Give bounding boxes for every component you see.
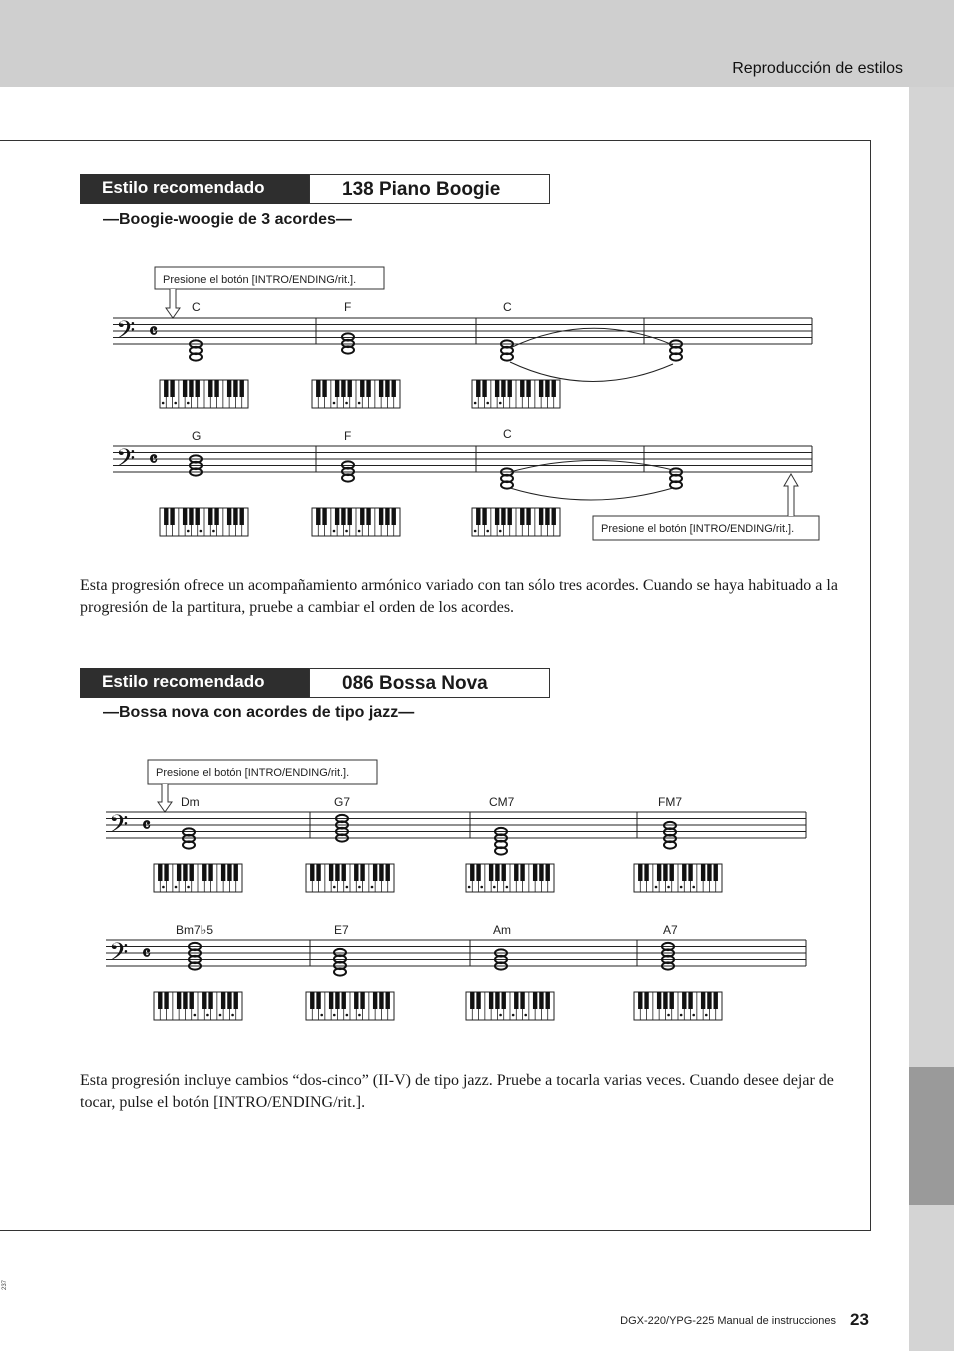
chord-notes: [342, 333, 354, 353]
chord-label: G: [192, 429, 202, 443]
tie-arc: [510, 362, 673, 382]
black-key: [552, 508, 556, 525]
black-key: [360, 864, 364, 881]
black-key: [240, 380, 244, 397]
section-subtitle: —Boogie-woogie de 3 acordes—: [103, 211, 352, 228]
black-key: [240, 508, 244, 525]
style-value: 086 Bossa Nova: [309, 668, 550, 698]
key-dot: [486, 402, 489, 405]
chord-notes: [190, 340, 202, 360]
chord-label: Am: [493, 923, 511, 937]
key-dot: [206, 1014, 209, 1017]
black-key: [688, 864, 692, 881]
staff: [106, 810, 806, 845]
black-key: [545, 380, 549, 397]
up-arrow-icon: [784, 474, 798, 516]
black-key: [189, 508, 193, 525]
key-dot: [212, 530, 215, 533]
black-key: [644, 992, 648, 1009]
black-key: [322, 380, 326, 397]
key-dot: [219, 1014, 222, 1017]
black-key: [707, 992, 711, 1009]
chord-label: C: [503, 300, 512, 314]
common-time-icon: 𝄴: [149, 447, 158, 471]
key-dot: [667, 1014, 670, 1017]
black-key: [316, 864, 320, 881]
chord-label: CM7: [489, 795, 515, 809]
black-key: [316, 992, 320, 1009]
black-key: [707, 864, 711, 881]
key-dot: [358, 886, 361, 889]
black-key: [701, 864, 705, 881]
black-key: [539, 992, 543, 1009]
black-key: [354, 864, 358, 881]
common-time-icon: 𝄴: [142, 813, 151, 837]
black-key: [196, 508, 200, 525]
tie-arc: [510, 460, 673, 472]
key-dot: [174, 402, 177, 405]
key-dot: [333, 530, 336, 533]
black-key: [379, 992, 383, 1009]
key-dot: [493, 886, 496, 889]
key-dot: [474, 402, 477, 405]
black-key: [234, 864, 238, 881]
black-key: [177, 992, 181, 1009]
black-key: [202, 992, 206, 1009]
chord-label: C: [192, 300, 201, 314]
black-key: [552, 380, 556, 397]
black-key: [335, 380, 339, 397]
black-key: [348, 380, 352, 397]
black-key: [208, 864, 212, 881]
black-key: [526, 380, 530, 397]
black-key: [638, 864, 642, 881]
black-key: [342, 864, 346, 881]
black-key: [657, 864, 661, 881]
black-key: [214, 380, 218, 397]
key-dot: [680, 886, 683, 889]
black-key: [348, 508, 352, 525]
black-key: [495, 992, 499, 1009]
black-key: [520, 992, 524, 1009]
mini-keyboard: [634, 864, 722, 892]
black-key: [682, 992, 686, 1009]
key-dot: [512, 1014, 515, 1017]
black-key: [714, 992, 718, 1009]
chord-label: Dm: [181, 795, 200, 809]
key-dot: [499, 530, 502, 533]
key-dot: [680, 1014, 683, 1017]
black-key: [208, 508, 212, 525]
black-key: [227, 380, 231, 397]
black-key: [177, 864, 181, 881]
page-number: 23: [850, 1310, 869, 1329]
black-key: [489, 992, 493, 1009]
callout-text: Presione el botón [INTRO/ENDING/rit.].: [156, 767, 350, 779]
black-key: [682, 864, 686, 881]
black-key: [520, 380, 524, 397]
black-key: [476, 864, 480, 881]
black-key: [670, 864, 674, 881]
black-key: [164, 380, 168, 397]
black-key: [533, 992, 537, 1009]
key-dot: [486, 530, 489, 533]
black-key: [164, 508, 168, 525]
mini-keyboard: [154, 992, 242, 1020]
black-key: [170, 508, 174, 525]
black-key: [663, 992, 667, 1009]
black-key: [688, 992, 692, 1009]
black-key: [164, 992, 168, 1009]
key-dot: [320, 1014, 323, 1017]
bass-clef-icon: 𝄢: [116, 444, 136, 479]
black-key: [470, 992, 474, 1009]
down-arrow-icon: [158, 784, 172, 812]
black-key: [183, 508, 187, 525]
black-key: [714, 864, 718, 881]
black-key: [476, 992, 480, 1009]
black-key: [386, 992, 390, 1009]
black-key: [539, 508, 543, 525]
key-dot: [499, 402, 502, 405]
black-key: [316, 380, 320, 397]
mini-keyboard: [312, 380, 400, 408]
key-dot: [345, 402, 348, 405]
black-key: [335, 992, 339, 1009]
paragraph-1: Esta progresión ofrece un acompañamiento armónico variado con tan sólo tres acordes. Cuando se haya habituado a la progresión de la partitura, pruebe a cambiar el orden de los acordes.: [80, 577, 838, 616]
chord-label: C: [503, 427, 512, 441]
black-key: [164, 864, 168, 881]
black-key: [342, 992, 346, 1009]
down-arrow-icon: [166, 289, 180, 318]
mini-keyboard: [472, 508, 560, 536]
black-key: [158, 992, 162, 1009]
mini-keyboard: [160, 508, 248, 536]
black-key: [354, 992, 358, 1009]
key-dot: [524, 1014, 527, 1017]
key-dot: [346, 1014, 349, 1017]
black-key: [638, 992, 642, 1009]
black-key: [373, 864, 377, 881]
black-key: [502, 992, 506, 1009]
key-dot: [187, 402, 190, 405]
black-key: [495, 864, 499, 881]
black-key: [476, 380, 480, 397]
black-key: [183, 380, 187, 397]
black-key: [335, 864, 339, 881]
black-key: [341, 380, 345, 397]
key-dot: [346, 886, 349, 889]
black-key: [360, 992, 364, 1009]
black-key: [310, 992, 314, 1009]
mini-keyboard: [472, 380, 560, 408]
key-dot: [162, 886, 165, 889]
chord-notes: [342, 461, 354, 481]
key-dot: [358, 402, 361, 405]
black-key: [539, 864, 543, 881]
black-key: [329, 864, 333, 881]
black-key: [183, 864, 187, 881]
black-key: [508, 380, 512, 397]
black-key: [526, 508, 530, 525]
tie-arc: [510, 488, 673, 500]
chord-label: E7: [334, 923, 349, 937]
black-key: [546, 864, 550, 881]
style-label: Estilo recomendado: [80, 174, 309, 204]
black-key: [379, 380, 383, 397]
black-key: [322, 508, 326, 525]
common-time-icon: 𝄴: [149, 319, 158, 343]
chord-label: A7: [663, 923, 678, 937]
key-dot: [468, 886, 471, 889]
chord-label: Bm7♭5: [176, 923, 214, 937]
black-key: [208, 380, 212, 397]
black-key: [546, 992, 550, 1009]
black-key: [221, 864, 225, 881]
chord-label: F: [344, 429, 352, 443]
black-key: [508, 508, 512, 525]
mini-keyboard: [466, 992, 554, 1020]
key-dot: [499, 1014, 502, 1017]
black-key: [335, 508, 339, 525]
black-key: [392, 380, 396, 397]
black-key: [644, 864, 648, 881]
key-dot: [194, 1014, 197, 1017]
mini-keyboard: [312, 508, 400, 536]
black-key: [663, 864, 667, 881]
key-dot: [187, 886, 190, 889]
black-key: [501, 508, 505, 525]
black-key: [227, 508, 231, 525]
key-dot: [655, 886, 658, 889]
key-dot: [345, 530, 348, 533]
black-key: [533, 864, 537, 881]
black-key: [520, 508, 524, 525]
black-key: [379, 508, 383, 525]
black-key: [341, 508, 345, 525]
black-key: [227, 864, 231, 881]
key-dot: [231, 1014, 234, 1017]
black-key: [170, 380, 174, 397]
mini-keyboard: [466, 864, 554, 892]
key-dot: [333, 402, 336, 405]
black-key: [520, 864, 524, 881]
black-key: [196, 380, 200, 397]
black-key: [190, 864, 194, 881]
common-time-icon: 𝄴: [142, 941, 151, 965]
black-key: [221, 992, 225, 1009]
chord-label: G7: [334, 795, 351, 809]
black-key: [366, 380, 370, 397]
callout-text: Presione el botón [INTRO/ENDING/rit.].: [163, 274, 357, 286]
black-key: [234, 992, 238, 1009]
key-dot: [480, 886, 483, 889]
black-key: [158, 864, 162, 881]
black-key: [189, 380, 193, 397]
style-value: 138 Piano Boogie: [309, 174, 550, 204]
chord-notes: [664, 822, 676, 849]
black-key: [514, 992, 518, 1009]
key-dot: [667, 886, 670, 889]
section-title: Reproducción de estilos: [732, 60, 903, 77]
black-key: [482, 380, 486, 397]
black-key: [701, 992, 705, 1009]
black-key: [670, 992, 674, 1009]
key-dot: [162, 402, 165, 405]
black-key: [482, 508, 486, 525]
chord-notes: [670, 468, 682, 488]
black-key: [360, 380, 364, 397]
black-key: [379, 864, 383, 881]
black-key: [183, 992, 187, 1009]
bass-clef-icon: 𝄢: [116, 316, 136, 351]
black-key: [190, 992, 194, 1009]
black-key: [373, 992, 377, 1009]
black-key: [214, 508, 218, 525]
key-dot: [175, 886, 178, 889]
key-dot: [705, 1014, 708, 1017]
black-key: [385, 508, 389, 525]
chord-label: F: [344, 300, 352, 314]
black-key: [310, 864, 314, 881]
black-key: [501, 380, 505, 397]
black-key: [366, 508, 370, 525]
black-key: [470, 864, 474, 881]
black-key: [316, 508, 320, 525]
callout-text: Presione el botón [INTRO/ENDING/rit.].: [601, 523, 795, 535]
paragraph-2: Esta progresión incluye cambios “dos-cinco” (II-V) de tipo jazz. Pruebe a tocarla varias veces. Cuando desee dejar de tocar, pulse el botón [INTRO/ENDING/rit.].: [80, 1072, 834, 1111]
key-dot: [358, 1014, 361, 1017]
key-dot: [692, 1014, 695, 1017]
chord-notes: [670, 340, 682, 360]
mini-keyboard: [306, 864, 394, 892]
black-key: [329, 992, 333, 1009]
key-dot: [371, 886, 374, 889]
black-key: [233, 380, 237, 397]
black-key: [208, 992, 212, 1009]
key-dot: [187, 530, 190, 533]
black-key: [392, 508, 396, 525]
black-key: [514, 864, 518, 881]
key-dot: [692, 886, 695, 889]
black-key: [386, 864, 390, 881]
black-key: [489, 864, 493, 881]
mini-keyboard: [306, 992, 394, 1020]
mini-keyboard: [160, 380, 248, 408]
key-dot: [506, 886, 509, 889]
black-key: [657, 992, 661, 1009]
black-key: [227, 992, 231, 1009]
black-key: [495, 380, 499, 397]
section-subtitle: —Bossa nova con acordes de tipo jazz—: [103, 704, 415, 721]
black-key: [495, 508, 499, 525]
staff: [113, 316, 812, 351]
black-key: [360, 508, 364, 525]
mini-keyboard: [154, 864, 242, 892]
black-key: [385, 380, 389, 397]
chord-label: FM7: [658, 795, 682, 809]
black-key: [476, 508, 480, 525]
black-key: [233, 508, 237, 525]
key-dot: [200, 530, 203, 533]
bass-clef-icon: 𝄢: [109, 810, 129, 845]
mini-keyboard: [634, 992, 722, 1020]
style-label: Estilo recomendado: [80, 668, 309, 698]
black-key: [202, 864, 206, 881]
print-code: 237: [2, 1279, 8, 1290]
chord-notes: [501, 340, 513, 360]
black-key: [539, 380, 543, 397]
black-key: [545, 508, 549, 525]
key-dot: [333, 1014, 336, 1017]
staff: [113, 444, 812, 479]
black-key: [502, 864, 506, 881]
staff: [106, 938, 806, 973]
key-dot: [358, 530, 361, 533]
key-dot: [474, 530, 477, 533]
bass-clef-icon: 𝄢: [109, 938, 129, 973]
footer-manual: DGX-220/YPG-225 Manual de instrucciones: [620, 1315, 836, 1327]
key-dot: [333, 886, 336, 889]
